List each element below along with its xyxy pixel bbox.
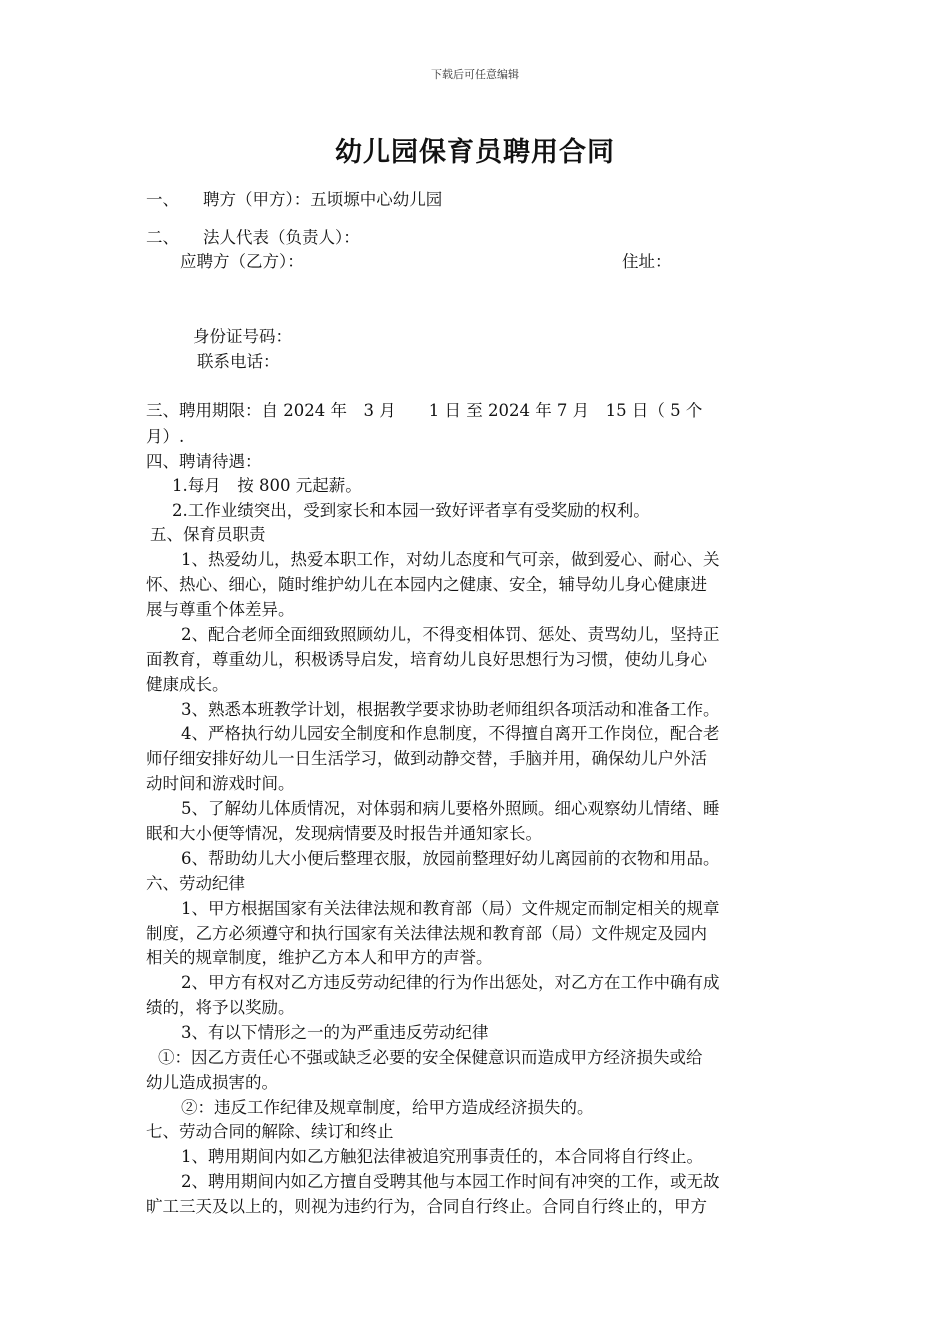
section-7-paragraph-1-line: 1、聘用期间内如乙方触犯法律被追究刑事责任的，本合同将自行终止。 — [181, 1147, 703, 1166]
section-6-paragraph-2-line: 绩的，将予以奖励。 — [146, 998, 295, 1017]
section-5-paragraph-4-line: 4、严格执行幼儿园安全制度和作息制度，不得擅自离开工作岗位，配合老 — [181, 724, 720, 743]
section-7-paragraph-2-line: 旷工三天及以上的，则视为违约行为，合同自行终止。合同自行终止的，甲方 — [146, 1197, 707, 1216]
section-6-paragraph-1-line: 1、甲方根据国家有关法律法规和教育部（局）文件规定而制定相关的规章 — [181, 899, 720, 918]
applicant-label: 应聘方（乙方）： — [180, 252, 304, 271]
section-6-clause-1-line: ①：因乙方责任心不强或缺乏必要的安全保健意识而造成甲方经济损失或给 — [158, 1048, 703, 1067]
section-1-employer: 聘方（甲方）：五顷塬中心幼儿园 — [203, 190, 443, 209]
section-6-paragraph-2-line: 2、甲方有权对乙方违反劳动纪律的行为作出惩处，对乙方在工作中确有成 — [181, 973, 720, 992]
section-5-heading: 五、保育员职责 — [150, 525, 266, 544]
section-3-term-line-1: 三、聘用期限：自 2024 年 3 月 1 日 至 2024 年 7 月 15 日（ 5 个 — [146, 401, 703, 420]
section-2-number: 二、 — [146, 228, 179, 247]
section-5-paragraph-2-line: 健康成长。 — [146, 675, 229, 694]
section-5-paragraph-1-line: 展与尊重个体差异。 — [146, 600, 295, 619]
page-header-note: 下载后可任意编辑 — [431, 68, 519, 81]
section-6-paragraph-3-line: 3、有以下情形之一的为严重违反劳动纪律 — [181, 1023, 489, 1042]
document-title: 幼儿园保育员聘用合同 — [335, 137, 615, 168]
section-5-paragraph-3-line: 3、熟悉本班教学计划，根据教学要求协助老师组织各项活动和准备工作。 — [181, 700, 720, 719]
section-6-clause-1-line: 幼儿造成损害的。 — [146, 1073, 278, 1092]
section-2-legal-rep: 法人代表（负责人）： — [203, 228, 360, 247]
section-5-paragraph-6-line: 6、帮助幼儿大小便后整理衣服，放园前整理好幼儿离园前的衣物和用品。 — [181, 849, 720, 868]
section-5-paragraph-5-line: 眠和大小便等情况，发现病情要及时报告并通知家长。 — [146, 824, 542, 843]
section-5-paragraph-4-line: 师仔细安排好幼儿一日生活学习，做到动静交替，手脑并用，确保幼儿户外活 — [146, 749, 707, 768]
id-number-label: 身份证号码： — [193, 327, 292, 346]
section-1-number: 一、 — [146, 190, 179, 209]
section-4-heading: 四、聘请待遇： — [146, 452, 262, 471]
section-5-paragraph-2-line: 2、配合老师全面细致照顾幼儿，不得变相体罚、惩处、责骂幼儿，坚持正 — [181, 625, 720, 644]
phone-label: 联系电话： — [197, 352, 280, 371]
section-7-paragraph-2-line: 2、聘用期间内如乙方擅自受聘其他与本园工作时间有冲突的工作，或无故 — [181, 1172, 720, 1191]
section-4-item-2: 2.工作业绩突出，受到家长和本园一致好评者享有受奖励的权利。 — [172, 501, 650, 520]
section-4-item-1: 1.每月 按 800 元起薪。 — [172, 476, 362, 495]
section-3-term-line-2: 月）. — [146, 427, 185, 446]
address-label: 住址： — [622, 252, 672, 271]
section-7-heading: 七、劳动合同的解除、续订和终止 — [146, 1122, 394, 1141]
section-6-paragraph-1-line: 制度，乙方必须遵守和执行国家有关法律法规和教育部（局）文件规定及园内 — [146, 924, 707, 943]
section-5-paragraph-1-line: 怀、热心、细心，随时维护幼儿在本园内之健康、安全，辅导幼儿身心健康进 — [146, 575, 707, 594]
section-6-heading: 六、劳动纪律 — [146, 874, 245, 893]
section-5-paragraph-4-line: 动时间和游戏时间。 — [146, 774, 295, 793]
section-5-paragraph-5-line: 5、了解幼儿体质情况，对体弱和病儿要格外照顾。细心观察幼儿情绪、睡 — [181, 799, 720, 818]
section-5-paragraph-2-line: 面教育，尊重幼儿，积极诱导启发，培育幼儿良好思想行为习惯，使幼儿身心 — [146, 650, 707, 669]
section-6-clause-2-line: ②：违反工作纪律及规章制度，给甲方造成经济损失的。 — [181, 1098, 594, 1117]
section-6-paragraph-1-line: 相关的规章制度，维护乙方本人和甲方的声誉。 — [146, 948, 493, 967]
section-5-paragraph-1-line: 1、热爱幼儿，热爱本职工作，对幼儿态度和气可亲，做到爱心、耐心、关 — [181, 550, 720, 569]
